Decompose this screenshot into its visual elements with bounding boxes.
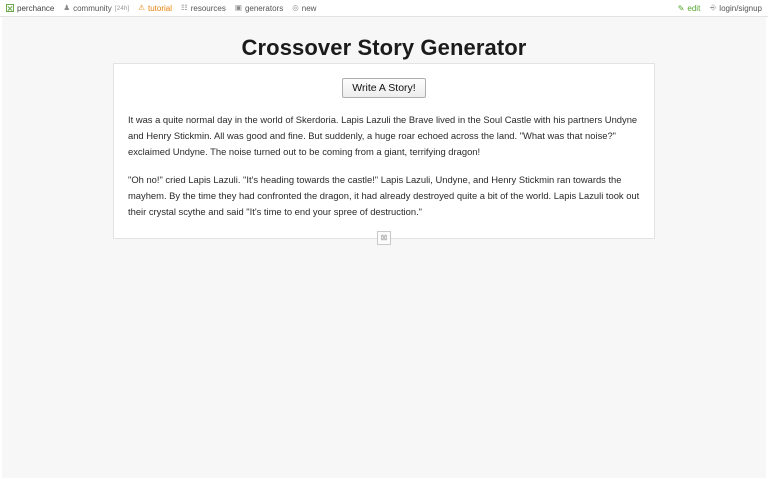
nav-label-resources: resources — [190, 3, 226, 13]
nav-label-perchance: perchance — [17, 3, 55, 13]
page-title: Crossover Story Generator — [241, 35, 527, 60]
people-icon: ♟ — [63, 3, 71, 13]
story-paragraph-2: "Oh no!" cried Lapis Lazuli. "It's heading towards the castle!" Lapis Lazuli, Undyne, and Henry Stickmin ran towards the mayhem. By the time they had confronted the dragon, it had already destroyed quite a bit of the world. Lapis Lazuli took out their crystal scythe and said "It's time to end your spree of destruction." — [128, 173, 640, 217]
generate-button-row — [128, 78, 640, 98]
book-icon: ☷ — [181, 3, 188, 13]
write-a-story-button[interactable]: Write A Story! — [342, 78, 425, 98]
nav-item-edit[interactable] — [678, 4, 701, 13]
page-frame-left — [0, 17, 2, 480]
nav-label-new: new — [301, 3, 317, 13]
perchance-footer-badge[interactable] — [377, 231, 391, 245]
nav-label-login-signup: login/signup — [719, 3, 762, 13]
nav-label-edit: edit — [687, 3, 701, 13]
nav-badge-community: [24h] — [114, 4, 130, 12]
perchance-logo-icon — [6, 4, 14, 12]
perchance-badge-icon: ⊠ — [380, 233, 388, 242]
pencil-icon: ✎ — [677, 3, 685, 13]
nav-label-generators: generators — [244, 3, 284, 13]
nav-item-resources[interactable] — [181, 4, 226, 13]
nav-item-perchance[interactable] — [6, 4, 54, 13]
story-paragraph-1: It was a quite normal day in the world of Skerdoria. Lapis Lazuli the Brave lived in the Soul Castle with his partners Undyne and Henry Stickmin. All was good and fine. But suddenly, a huge roar echoed across the land. "What was that noise?" exclaimed Undyne. The noise turned out to be coming from a giant, terrifying dragon! — [128, 114, 638, 158]
nav-item-generators[interactable] — [235, 4, 283, 13]
navbar-left-group — [6, 4, 316, 13]
nav-label-tutorial: tutorial — [147, 3, 172, 13]
nav-item-new[interactable] — [292, 4, 316, 13]
nav-item-tutorial[interactable] — [138, 4, 172, 13]
top-navbar — [0, 0, 768, 17]
user-icon: ⎆ — [710, 3, 717, 13]
plus-circle-icon: ◎ — [292, 3, 299, 13]
grid-icon: ▣ — [234, 3, 242, 13]
lightbulb-icon: ⚠ — [138, 3, 145, 13]
nav-label-community: community — [73, 3, 112, 13]
nav-item-community[interactable] — [63, 4, 129, 13]
generator-panel — [113, 63, 655, 239]
navbar-right-group — [678, 4, 762, 13]
nav-item-login-signup[interactable] — [710, 4, 762, 13]
